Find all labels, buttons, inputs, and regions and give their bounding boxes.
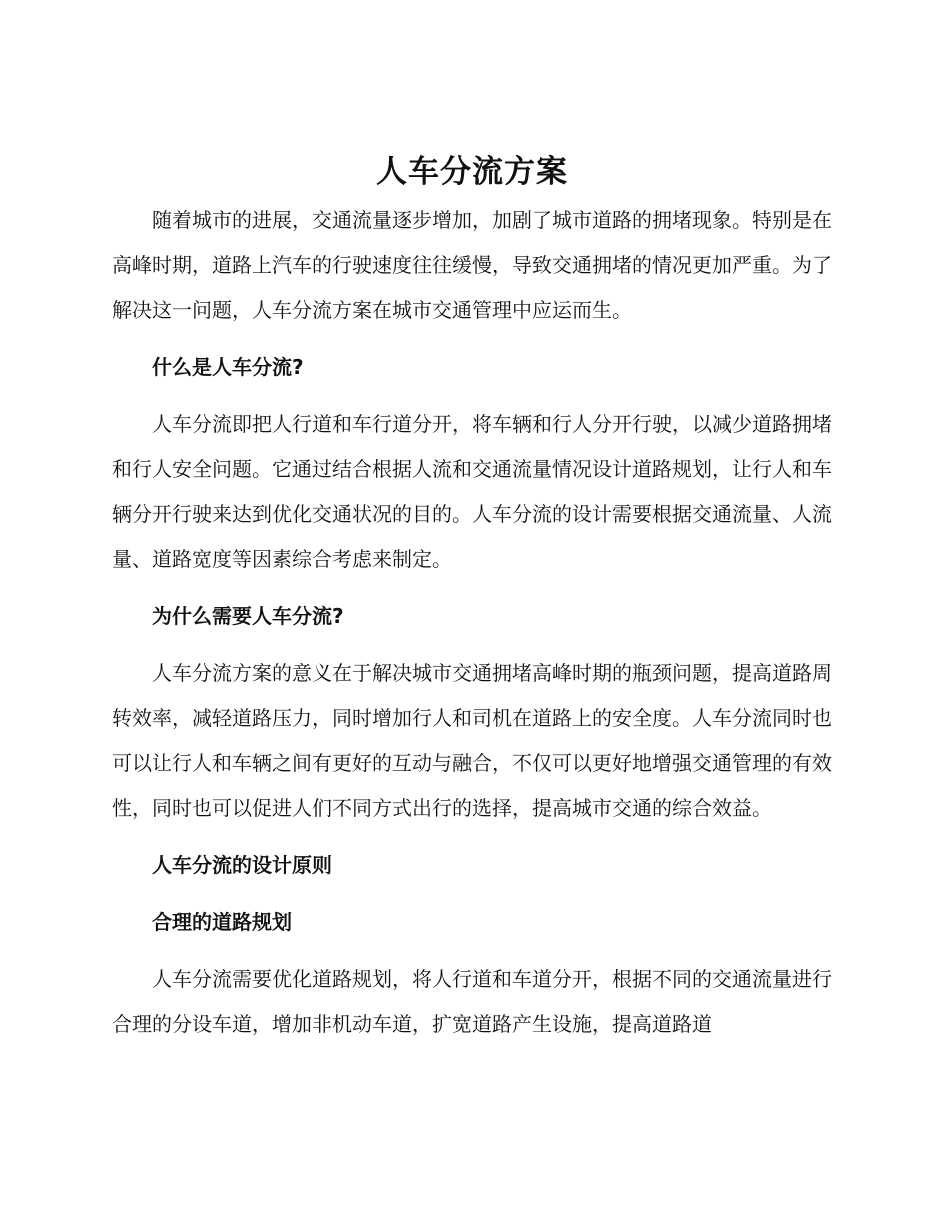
why-paragraph: 人车分流方案的意义在于解决城市交通拥堵高峰时期的瓶颈问题，提高道路周转效率，减轻道路压力，同时增加行人和司机在道路上的安全度。人车分流同时也可以让行人和车辆之间有更好的互动与融合，不仅可以更好地增强交通管理的有效性，同时也可以促进人们不同方式出行的选择，提高城市交通的综合效益。 bbox=[112, 661, 832, 820]
section-heading-what: 什么是人车分流? bbox=[152, 355, 304, 379]
section-heading-principles: 人车分流的设计原则 bbox=[152, 853, 332, 877]
section-heading-why: 为什么需要人车分流? bbox=[152, 604, 344, 628]
what-paragraph: 人车分流即把人行道和车行道分开，将车辆和行人分开行驶，以减少道路拥堵和行人安全问题。它通过结合根据人流和交通流量情况设计道路规划，让行人和车辆分开行驶来达到优化交通状况的目的。人车分流的设计需要根据交通流量、人流量、道路宽度等因素综合考虑来制定。 bbox=[112, 412, 832, 571]
road-planning-paragraph: 人车分流需要优化道路规划，将人行道和车道分开，根据不同的交通流量进行合理的分设车道，增加非机动车道，扩宽道路产生设施，提高道路道 bbox=[112, 967, 832, 1036]
document-page bbox=[112, 146, 832, 1047]
document-title: 人车分流方案 bbox=[376, 154, 568, 190]
intro-paragraph: 随着城市的进展，交通流量逐步增加，加剧了城市道路的拥堵现象。特别是在高峰时期，道路上汽车的行驶速度往往缓慢，导致交通拥堵的情况更加严重。为了解决这一问题，人车分流方案在城市交通管理中应运而生。 bbox=[112, 208, 832, 322]
subsection-heading-road-planning: 合理的道路规划 bbox=[152, 910, 292, 934]
